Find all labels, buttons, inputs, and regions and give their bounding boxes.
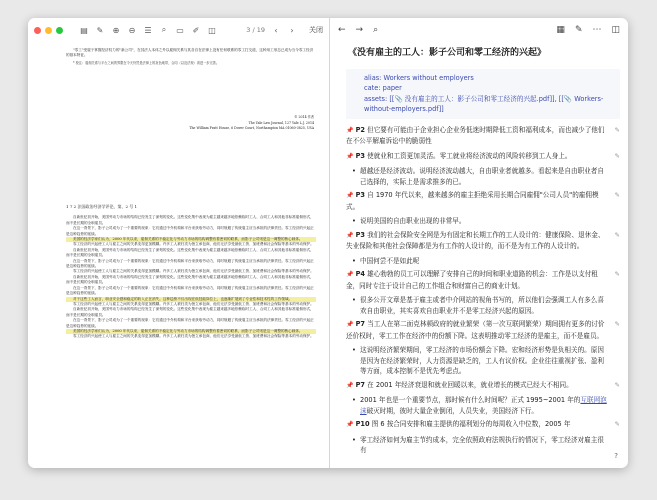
page-tag: P7 — [355, 380, 366, 389]
pencil-icon[interactable]: ✎ — [614, 320, 620, 328]
zoom-out-icon[interactable]: ⊖ — [128, 25, 136, 35]
pdf-highlight[interactable]: 美国的经济学家们认为，2000 年代以来，雇佣关系的不稳定化与劳动力市场的结构调整有着密切的联系，而影子公司则是这一调整的核心载体。 — [66, 329, 316, 334]
minimize-window-button[interactable] — [45, 27, 52, 34]
pin-icon: 📌 — [346, 192, 354, 199]
note-paragraph — [340, 419, 622, 435]
back-arrow-icon[interactable]: ← — [338, 25, 346, 35]
pencil-icon[interactable]: ✎ — [614, 151, 620, 160]
cate-value: paper — [382, 84, 402, 92]
sidebar-toggle-icon[interactable]: ▤ — [80, 25, 88, 35]
note-paragraph — [340, 269, 622, 295]
pin-icon: 📌 — [346, 126, 354, 134]
note-bullet — [340, 395, 622, 419]
notes-toolbar — [330, 18, 628, 42]
close-button[interactable]: 关闭 — [309, 26, 323, 34]
pin-icon: 📌 — [346, 152, 354, 160]
note-text: 但它要有可能由于企业担心企业务低迷时期降低工资和福利成本，而也减少了他们在不公平解雇诉讼中的脆弱性 — [346, 125, 605, 145]
pdf-footnote: * 校注：雇佣关系与平台之间的界限在今天仍然是法律上的灰色地带，合同（以及法规）须进一步完善。 — [73, 60, 220, 65]
alias-value: Workers without employers — [383, 73, 474, 82]
pdf-paragraph: 自新世纪初开始，美国劳动力市场的结构已经发生了深刻的变化。这些变化集中表现为雇主越来越多地依赖临时工人、合同工人和其他非标准雇佣形式，而不是长期的全职雇员。 — [66, 274, 314, 285]
window-controls — [34, 27, 63, 34]
pen-icon[interactable]: ✐ — [192, 25, 200, 35]
pencil-icon[interactable]: ✎ — [614, 270, 620, 278]
note-text: 破灭时期，彼时大量企业倒闭，人员失业，美国经济下行。 — [366, 406, 539, 415]
note-text: 当工人在第二面克林顿政府的就业繁荣（第一次互联网繁荣）期间拥有更多的讨价还价权时，零工工作在经济中的份额下降。这表明推动零工经济的是雇主，而不是雇员。 — [346, 320, 605, 340]
alias-key: alias: — [364, 73, 382, 82]
note-text: 2001 年也是一个重要节点，那时候有什么时间呢？正式 1995~2001 年的 — [360, 396, 581, 404]
note-bullet: • 说明美国的自由职业出现的非常早。 — [340, 216, 622, 230]
pin-icon: 📌 — [346, 421, 354, 428]
edit-icon[interactable]: ✎ — [574, 25, 583, 35]
pdf-paragraph: 在这一背景下，影子公司成为了一个重要的现象：它们通过中介机构和平台来获取劳动力，同时规避了传统雇主应当承担的法律责任。零工经济的兴起正是这种趋势的延续。 — [66, 318, 314, 328]
next-page-icon[interactable]: › — [290, 25, 294, 35]
page-tag: P3 — [355, 230, 366, 239]
page-indicator[interactable]: 3 / 19 — [246, 26, 265, 34]
pdf-footer-3: The William Pratt House, 6 Dover Court, Northampton MA 01060-3825, USA — [189, 126, 314, 131]
cate-key: cate: — [364, 84, 381, 92]
app-window — [28, 18, 628, 468]
note-content — [340, 42, 622, 459]
notes-pane — [330, 18, 628, 468]
pdf-paragraph: 自新世纪初开始，美国劳动力市场的结构已经发生了深刻的变化。这些变化集中表现为雇主越来越多地依赖临时工人、合同工人和其他非标准雇佣形式，而不是长期的全职雇员。 — [66, 215, 314, 225]
pdf-paragraph: "零工"受雇于掌握经济权力的"新公司"，在其法人本体之外以雇佣关系与其各自在法律上没有任何联系的零工打交道，这种用工形态已成为当今零工经济的基本特征。 — [66, 48, 314, 58]
page-tag: P4 — [355, 270, 366, 278]
pdf-highlight[interactable]: 美国的经济学家们认为，2000 年代以来，雇佣关系的不稳定化与劳动力市场的结构调整有着密切的联系，而影子公司则是这一调整的核心载体。 — [66, 237, 316, 242]
pdf-paragraph: 在这一背景下，影子公司成为了一个重要的现象：它们通过中介机构和平台来获取劳动力，同时规避了传统雇主应当承担的法律责任。零工经济的兴起正是这种趋势的延续。 — [66, 285, 314, 296]
note-bullet: • 中国何尝不是如此呢 — [340, 256, 622, 270]
note-text: 雄心勃勃的员工可以理解了安排自己的时间和职业道路的机会：工作是以支付租金，同时专注于设计自己的工作组合和财富自己的商业计划。 — [346, 270, 598, 290]
pdf-section-header: 1 7 2 法国政治经济学评论，第、2 号 1 — [66, 204, 138, 209]
pdf-viewer — [28, 18, 330, 468]
help-button[interactable]: ? — [614, 452, 618, 460]
highlight-icon[interactable]: ✎ — [96, 25, 104, 35]
pin-icon: 📌 — [346, 321, 354, 328]
pdf-paragraph: 自新世纪初开始，美国劳动力市场的结构已经发生了深刻的变化。这些变化集中表现为雇主越来越多地依赖临时工人、合同工人和其他非标准雇佣形式，而不是长期的全职雇员。 — [66, 307, 314, 317]
pdf-page-body — [66, 204, 316, 340]
page-view-icon[interactable]: ◫ — [208, 25, 216, 35]
comment-icon[interactable]: ▭ — [176, 25, 184, 35]
calendar-icon[interactable]: ▦ — [556, 25, 565, 35]
note-text: 图 6 按合同安排和雇主提供的福利划分的每周收入中位数，2005 年 — [371, 420, 571, 428]
pencil-icon[interactable]: ✎ — [614, 230, 620, 239]
pdf-paragraph: 零工经济的兴起使工人与雇主之间的关系变得更加模糊。许多工人被归类为独立承包商，他们无法享受最低工资、加班费和社会保险等基本的劳动保护。 — [73, 242, 314, 247]
page-tag: P7 — [355, 320, 366, 328]
pdf-footer-2: The Yale Law Journal, 127 Yale L.J. 2014 — [248, 120, 314, 125]
pdf-footer-1: © 2014 作者 — [294, 115, 314, 120]
note-bullet: • 很多公开文章是基于雇主或者中介网站的视角书写的，所以他们会强调工人有多么喜欢自由职业，其实喜欢自由职业并不是零工经济兴起的原因。 — [340, 295, 622, 319]
note-text: 在 2001 年经济衰退和就业回暖以来，就业增长的模式已经大不相同。 — [367, 380, 573, 389]
pencil-icon[interactable]: ✎ — [614, 420, 620, 428]
pdf-toolbar — [28, 18, 329, 42]
pdf-paragraph: 在这一背景下，影子公司成为了一个重要的现象：它们通过中介机构和平台来获取劳动力，同时规避了传统雇主应当承担的法律责任。零工经济的兴起正是这种趋势的延续。 — [66, 258, 314, 269]
pin-icon: 📌 — [346, 231, 354, 239]
pdf-paragraph: 零工经济的兴起使工人与雇主之间的关系变得更加模糊。许多工人被归类为独立承包商，他们无法享受最低工资、加班费和社会保险等基本的劳动保护。 — [73, 334, 314, 339]
search-icon[interactable]: ⌕ — [373, 25, 379, 35]
prev-page-icon[interactable]: ‹ — [274, 25, 278, 35]
note-bullet: • 超越还是经济波动。说明经济波动越大，自由职业者就越多。看起来是自由职业者自己选择的，实际上是需求推多的已。 — [340, 166, 622, 190]
note-paragraph — [340, 190, 622, 216]
note-bullet: • 这说明经济繁荣期间，零工经济的市场份额会下降。宏和经济形势是负相关的。原因是因为在经济繁荣时，人力资源是缺乏的，工人有议价权。企业往往重视扩张、盈利等方面，成本控制不是优先考虑点。 — [340, 345, 622, 380]
pencil-icon[interactable]: ✎ — [614, 380, 620, 389]
zoom-in-icon[interactable]: ⊕ — [112, 25, 120, 35]
pdf-highlight[interactable]: 对于这些工人而言，职业安全感和稳定的收入正在消失。这种趋势不仅出现在低技能岗位上，也逐渐扩展到了专业性和技术性的工作领域。 — [66, 297, 316, 302]
pin-icon: 📌 — [346, 381, 354, 389]
pdf-paragraph: 在这一背景下，影子公司成为了一个重要的现象：它们通过中介机构和平台来获取劳动力，同时规避了传统雇主应当承担的法律责任。零工经济的兴起正是这种趋势的延续。 — [66, 226, 314, 236]
note-title: 《没有雇主的工人：影子公司和零工经济的兴起》 — [348, 48, 547, 58]
note-paragraph — [340, 380, 622, 396]
note-text: 我们的社会保险安全网是为有固定和长期工作的工人设计的：健康保险、退休金、失业保险和其他社会保障都是为有工作的人设计的，而不是为有工作的人设计的。 — [346, 230, 605, 250]
pdf-page-top — [66, 48, 314, 132]
page-tag: P3 — [355, 151, 366, 160]
pin-icon: 📌 — [346, 271, 354, 278]
note-text: 自 1970 年代以来，越来越多的雇主拒绝采用长期合同雇佣"公司人员"的雇佣模式。 — [346, 191, 599, 211]
note-text: 使就业和工资更加灵活。零工就业将经济波动的风险转移到工人身上。 — [367, 151, 572, 160]
internet-bubble-link[interactable]: 互联网泡沫 — [360, 396, 607, 415]
note-paragraph — [340, 319, 622, 345]
pencil-icon[interactable]: ✎ — [614, 125, 620, 134]
note-paragraph — [340, 151, 622, 167]
note-bullet: • 零工经济如何为雇主节约成本，完全依照政府法规执行的情况下，零工经济对雇主很有 — [340, 435, 622, 459]
maximize-window-button[interactable] — [56, 27, 63, 34]
pdf-paragraph: 自新世纪初开始，美国劳动力市场的结构已经发生了深刻的变化。这些变化集中表现为雇主越来越多地依赖临时工人、合同工人和其他非标准雇佣形式，而不是长期的全职雇员。 — [66, 247, 314, 258]
pencil-icon[interactable]: ✎ — [614, 191, 620, 199]
search-icon[interactable]: ⌕ — [161, 25, 167, 34]
assets-value[interactable]: [[📎 没有雇主的工人：影子公司和零工经济的兴起.pdf]], [[📎 Workers-without-employers.pdf]] — [364, 94, 604, 113]
assets-key: assets: — [364, 94, 388, 103]
sidebar-toggle-icon[interactable]: ◫ — [611, 25, 620, 35]
list-icon[interactable]: ☰ — [144, 25, 152, 35]
more-icon[interactable]: ⋯ — [592, 25, 602, 35]
forward-arrow-icon[interactable]: → — [355, 25, 364, 35]
page-tag: P3 — [355, 191, 366, 199]
pdf-paragraph: 零工经济的兴起使工人与雇主之间的关系变得更加模糊。许多工人被归类为独立承包商，他们无法享受最低工资、加班费和社会保险等基本的劳动保护。 — [73, 269, 314, 274]
frontmatter-block — [346, 69, 620, 119]
note-paragraph — [340, 230, 622, 256]
note-paragraph — [340, 125, 622, 151]
pdf-paragraph: 零工经济的兴起使工人与雇主之间的关系变得更加模糊。许多工人被归类为独立承包商，他们无法享受最低工资、加班费和社会保险等基本的劳动保护。 — [73, 301, 314, 306]
close-window-button[interactable] — [34, 27, 41, 34]
page-tag: P2 — [355, 125, 366, 134]
page-tag: P10 — [355, 420, 370, 428]
